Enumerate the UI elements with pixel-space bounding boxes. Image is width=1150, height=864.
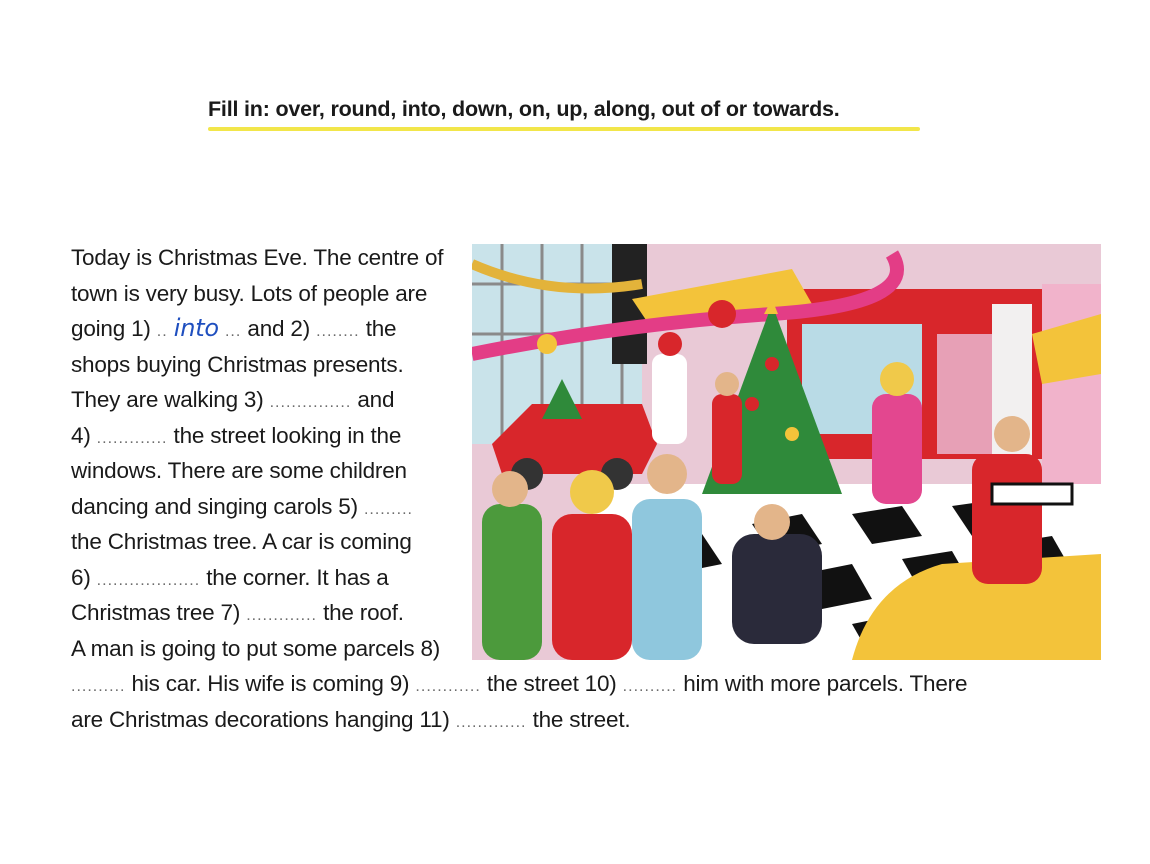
- text-line: Today is Christmas Eve. The centre of: [71, 245, 444, 270]
- text-segment: Christmas tree 7): [71, 600, 241, 625]
- instruction-highlight: [208, 127, 920, 131]
- text-line: the Christmas tree. A car is coming: [71, 529, 412, 554]
- text-segment: the: [365, 316, 397, 341]
- text-segment: and: [357, 387, 395, 412]
- text-segment: the corner. It has a: [206, 564, 389, 590]
- text-line: A man is going to put some parcels 8): [71, 635, 441, 661]
- answer-5-blank[interactable]: .........: [363, 500, 413, 518]
- text-segment: going 1): [71, 316, 151, 341]
- text-segment: 4): [71, 422, 91, 448]
- text-line: windows. There are some children: [71, 458, 407, 483]
- text-segment: the street looking in the: [173, 422, 402, 448]
- text-segment: are Christmas decorations hanging 11): [71, 706, 450, 732]
- answer-8-blank[interactable]: ..........: [71, 678, 126, 695]
- text-line: [71, 666, 967, 702]
- answer-10-blank[interactable]: ..........: [622, 678, 678, 695]
- text-segment: the street 10): [486, 671, 617, 696]
- text-segment: and 2): [247, 316, 310, 341]
- christmas-street-illustration: [472, 244, 1101, 660]
- exercise-instruction: Fill in: over, round, into, down, on, up, along, out of or towards.: [208, 97, 840, 121]
- answer-9-blank[interactable]: ............: [415, 678, 481, 695]
- answer-4-blank[interactable]: .............: [96, 429, 168, 447]
- text-line: shops buying Christmas presents.: [71, 351, 404, 377]
- text-segment: 6): [71, 564, 91, 590]
- answer-11-blank[interactable]: .............: [455, 713, 527, 731]
- answer-1[interactable]: into: [173, 314, 219, 342]
- text-segment: his car. His wife is coming 9): [131, 671, 410, 696]
- text-segment: the street.: [532, 706, 631, 732]
- text-segment: dancing and singing carols 5): [71, 493, 358, 519]
- answer-7-blank[interactable]: .............: [246, 607, 317, 624]
- blank-dots: ..: [156, 323, 168, 340]
- answer-2-blank[interactable]: ........: [316, 323, 360, 340]
- text-segment: They are walking 3): [71, 387, 264, 412]
- text-line: town is very busy. Lots of people are: [71, 280, 428, 306]
- text-segment: him with more parcels. There: [683, 671, 968, 696]
- answer-3-blank[interactable]: ...............: [269, 394, 352, 411]
- answer-6-blank[interactable]: ...................: [96, 571, 201, 589]
- blank-dots: ...: [224, 323, 242, 340]
- text-line: [71, 702, 967, 738]
- text-segment: the roof.: [323, 600, 404, 625]
